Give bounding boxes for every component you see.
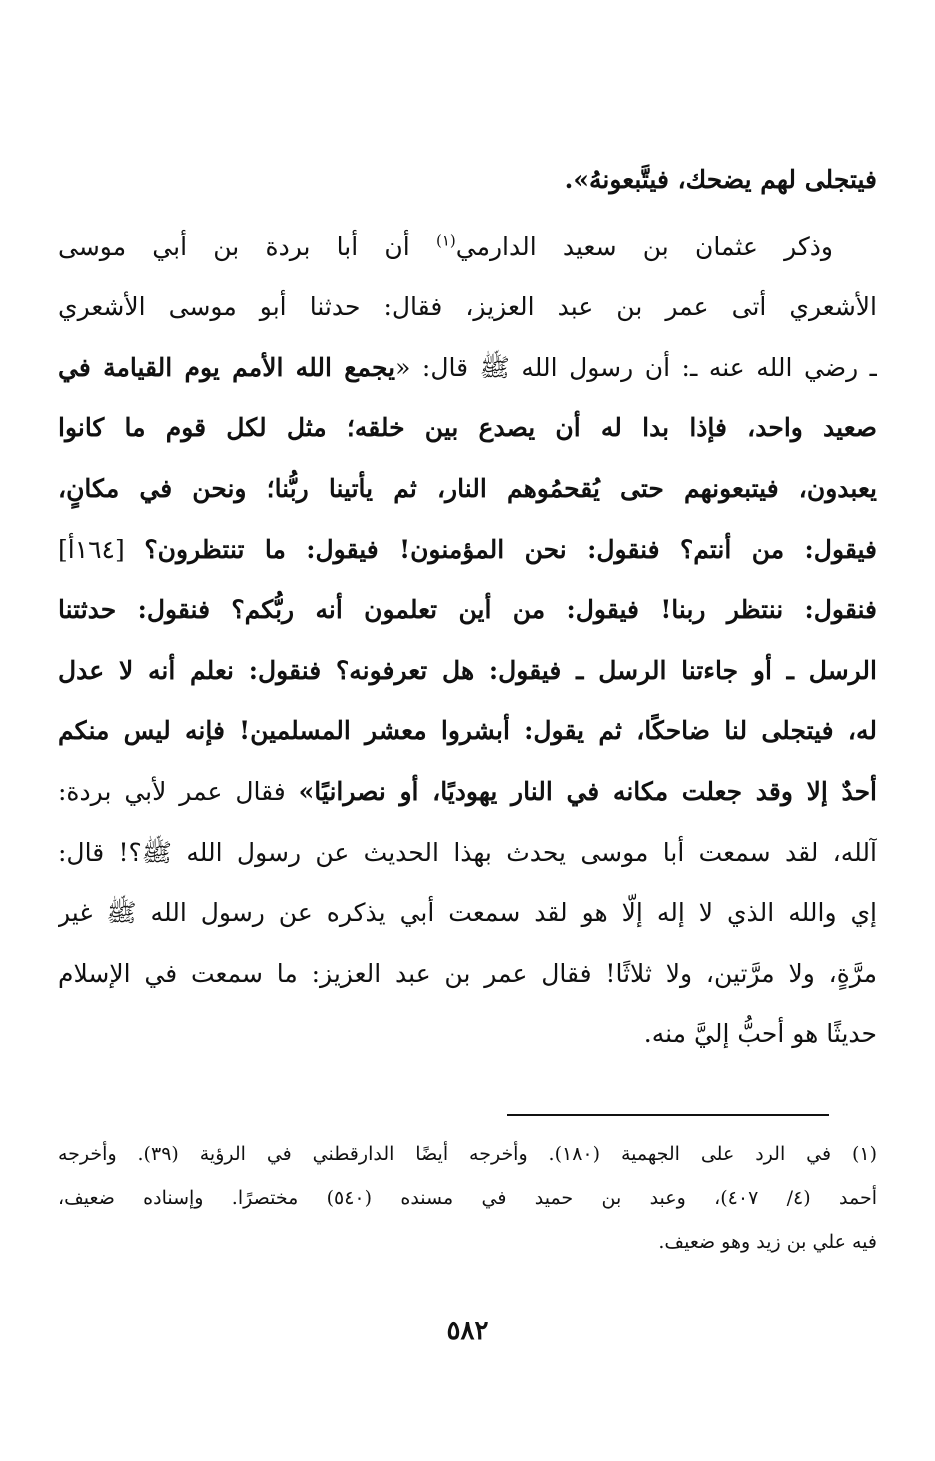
text-segment: آلله، لقد سمعت أبا موسى يحدث بهذا الحديث عن رسول الله ﷺ؟! قال:	[58, 837, 877, 867]
text-segment: مرَّةٍ، ولا مرَّتين، ولا ثلاثًا! فقال عمر بن عبد العزيز: ما سمعت في الإسلام	[58, 958, 877, 988]
text-segment: وذكر عثمان بن سعيد الدارمي	[455, 231, 833, 261]
manuscript-marker: [١٦٤أ]	[58, 534, 145, 564]
footnote-line	[58, 1132, 877, 1176]
footnote-separator	[507, 1114, 829, 1116]
text-line	[58, 762, 877, 823]
footnote-line	[58, 1220, 877, 1264]
hadith-line	[58, 459, 877, 520]
hadith-line	[58, 520, 877, 581]
hadith-text: صعيد واحد، فإذا بدا له أن يصدع بين خلقه؛ مثل لكل قوم ما كانوا	[58, 413, 877, 443]
hadith-line	[58, 398, 877, 459]
text-segment: ـ رضي الله عنه ـ: أن رسول الله ﷺ قال: «	[395, 352, 877, 382]
text-segment: فقال عمر لأبي بردة:	[58, 776, 299, 806]
footnote-text: (١) في الرد على الجهمية (١٨٠). وأخرجه أيضًا الدارقطني في الرؤية (٣٩). وأخرجه	[58, 1143, 877, 1165]
text-line	[58, 277, 877, 338]
main-text	[58, 150, 877, 1065]
hadith-text: يعبدون، فيتبعونهم حتى يُقحمُوهم النار، ثم يأتينا ربُّنا؛ ونحن في مكانٍ،	[58, 473, 877, 503]
footnote-line	[58, 1176, 877, 1220]
text-line	[58, 823, 877, 884]
text-segment: حديثًا هو أحبُّ إليَّ منه.	[643, 1019, 877, 1049]
hadith-text: يجمع الله الأمم يوم القيامة في	[58, 352, 396, 382]
text-line	[58, 944, 877, 1005]
hadith-line	[58, 580, 877, 641]
hadith-text: أحدٌ إلا وقد جعلت مكانه في النار يهوديًا، أو نصرانيًا»	[298, 776, 877, 806]
footnote-ref[interactable]: (١)	[435, 231, 456, 250]
hadith-line	[58, 641, 877, 702]
hadith-text: فيقول: من أنتم؟ فنقول: نحن المؤمنون! فيقول: ما تنتظرون؟	[144, 534, 877, 564]
text-segment: إي والله الذي لا إله إلّا هو لقد سمعت أبي يذكره عن رسول الله ﷺ غير	[58, 898, 877, 928]
hadith-text: له، فيتجلى لنا ضاحكًا، ثم يقول: أبشروا معشر المسلمين! فإنه ليس منكم	[58, 716, 877, 746]
text-line	[58, 883, 877, 944]
footnote-text: أحمد (٤/ ٤٠٧)، وعبد بن حميد في مسنده (٥٤٠) مختصرًا. وإسناده ضعيف،	[58, 1187, 877, 1209]
hadith-line	[58, 701, 877, 762]
footnote-text: فيه علي بن زيد وهو ضعيف.	[658, 1231, 877, 1253]
hadith-text: فنقول: ننتظر ربنا! فيقول: من أين تعلمون أنه ربُّكم؟ فنقول: حدثتنا	[58, 595, 877, 625]
quote-ending: فيتجلى لهم يضحك، فيتَّبعونهُ».	[564, 165, 877, 194]
text-line	[58, 1004, 877, 1065]
text-segment: أن أبا بردة بن أبي موسى	[58, 231, 436, 261]
footnotes	[58, 1132, 877, 1264]
text-line	[58, 217, 877, 278]
hadith-text: الرسل ـ أو جاءتنا الرسل ـ فيقول: هل تعرفونه؟ فنقول: نعلم أنه لا عدل	[58, 655, 877, 685]
text-line	[58, 150, 877, 211]
text-segment: الأشعري أتى عمر بن عبد العزيز، فقال: حدثنا أبو موسى الأشعري	[58, 292, 877, 322]
page-number: ٥٨٢	[446, 1316, 489, 1346]
text-line	[58, 338, 877, 399]
